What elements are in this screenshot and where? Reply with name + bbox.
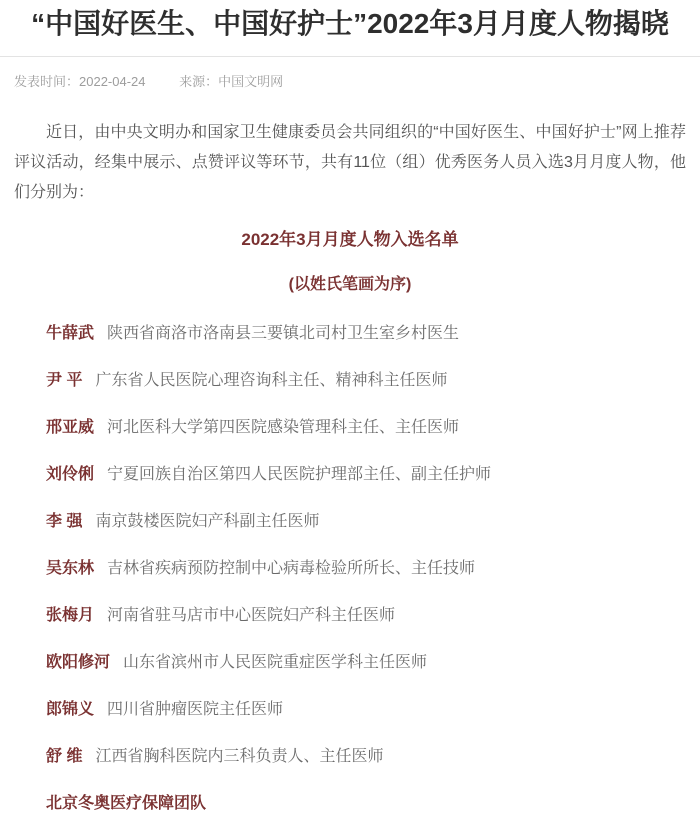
honoree-name: 北京冬奥医疗保障团队: [46, 795, 207, 812]
honoree-name: 郎锦义: [46, 701, 95, 718]
honoree-description: 吉林省疾病预防控制中心病毒检验所所长、主任技师: [107, 560, 476, 577]
publish-time: [14, 74, 146, 89]
honoree-name: 张梅月: [46, 607, 95, 624]
list-subtitle: (以姓氏笔画为序): [288, 276, 412, 293]
publish-time-value: 2022-04-24: [79, 74, 146, 89]
honoree-entry: [14, 464, 686, 486]
honoree-entry: [14, 370, 686, 392]
honoree-name: 吴东林: [46, 560, 95, 577]
honoree-list: [14, 323, 686, 815]
honoree-entry: [14, 652, 686, 674]
honoree-name: 欧阳修河: [46, 654, 111, 671]
honoree-description: 河北医科大学第四医院感染管理科主任、主任医师: [107, 419, 460, 436]
honoree-description: 陕西省商洛市洛南县三要镇北司村卫生室乡村医生: [107, 325, 460, 342]
honoree-entry: [14, 746, 686, 768]
honoree-description: 宁夏回族自治区第四人民医院护理部主任、副主任护师: [107, 466, 492, 483]
honoree-entry: [14, 511, 686, 533]
source-label: 来源：: [179, 74, 219, 89]
honoree-name: 李 强: [46, 513, 83, 530]
honoree-name: 牛薛武: [46, 325, 95, 342]
honoree-entry: [14, 793, 686, 815]
honoree-entry: [14, 605, 686, 627]
honoree-description: 四川省肿瘤医院主任医师: [107, 701, 284, 718]
honoree-description: 广东省人民医院心理咨询科主任、精神科主任医师: [95, 372, 448, 389]
article-source: [179, 74, 283, 89]
honoree-entry: [14, 417, 686, 439]
page-title: “中国好医生、中国好护士”2022年3月月度人物揭晓: [31, 8, 669, 39]
intro-paragraph: 近日，由中央文明办和国家卫生健康委员会共同组织的“中国好医生、中国好护士”网上推荐评议活动，经集中展示、点赞评议等环节，共有11位（组）优秀医务人员入选3月月度人物，他们分别为：: [14, 124, 686, 201]
honoree-name: 舒 维: [46, 748, 83, 765]
title-divider: [0, 56, 700, 57]
source-value: 中国文明网: [218, 74, 284, 89]
honoree-description: 河南省驻马店市中心医院妇产科主任医师: [107, 607, 396, 624]
publish-time-label: 发表时间：: [14, 74, 80, 89]
honoree-entry: [14, 558, 686, 580]
honoree-name: 刘伶俐: [46, 466, 95, 483]
honoree-entry: [14, 699, 686, 721]
article-meta: [0, 65, 700, 90]
honoree-name: 尹 平: [46, 372, 83, 389]
honoree-description: 江西省胸科医院内三科负责人、主任医师: [95, 748, 384, 765]
article-body: [0, 118, 700, 815]
list-title: 2022年3月月度人物入选名单: [241, 230, 459, 249]
honoree-description: 南京鼓楼医院妇产科副主任医师: [95, 513, 320, 530]
honoree-name: 邢亚威: [46, 419, 95, 436]
honoree-entry: [14, 323, 686, 345]
honoree-description: 山东省滨州市人民医院重症医学科主任医师: [123, 654, 428, 671]
